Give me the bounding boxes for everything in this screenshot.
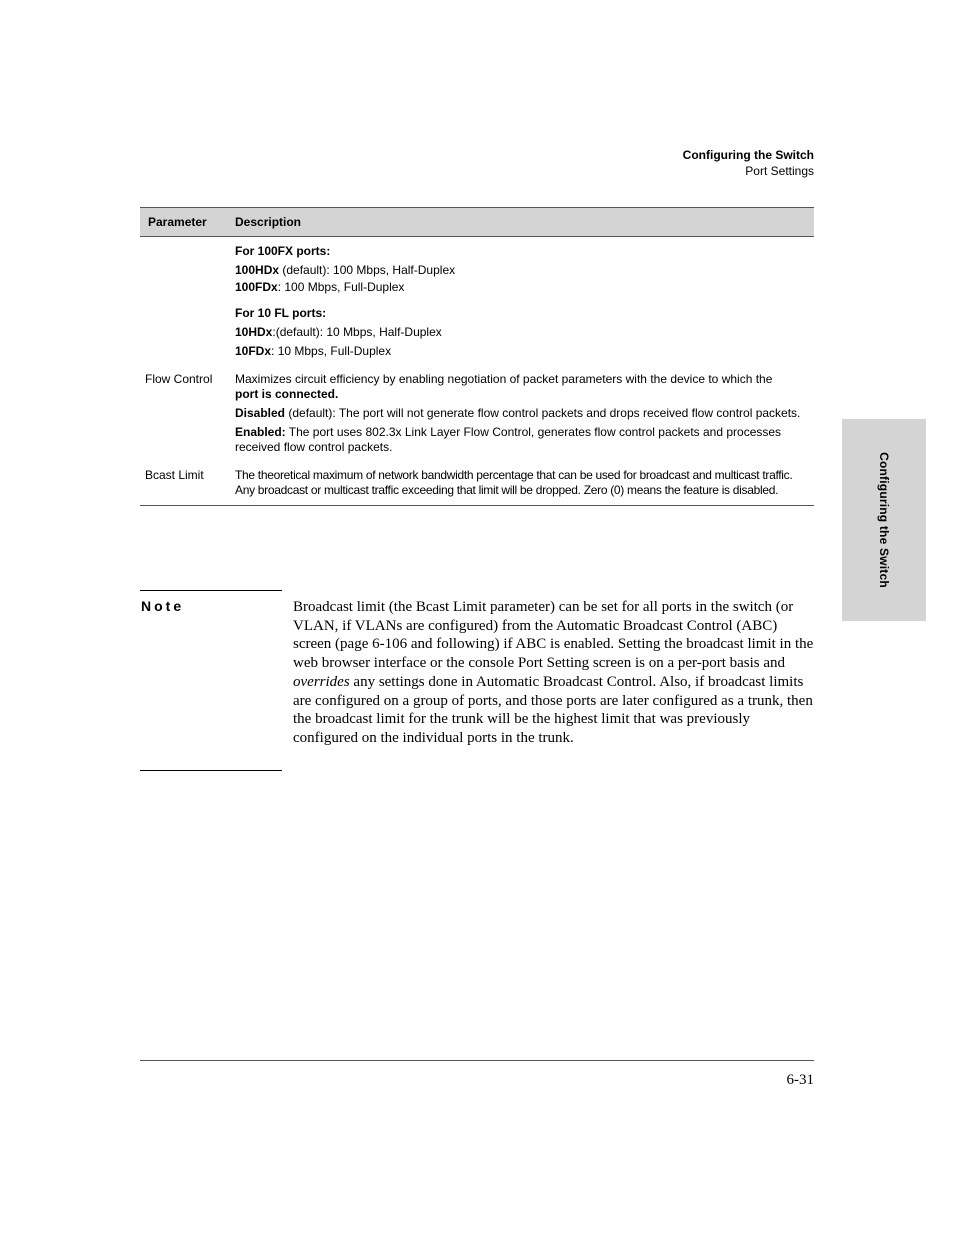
table-row-100fx [140, 237, 814, 296]
fl-option-half: 10HDx:(default): 10 Mbps, Half-Duplex [235, 325, 442, 339]
fx-heading: For 100FX ports: [235, 244, 331, 258]
page-number: 6-31 [786, 1072, 814, 1088]
footer-rule [140, 1060, 814, 1061]
fx-option-half: 100HDx (default): 100 Mbps, Half-Duplex [235, 263, 456, 277]
param-cell-empty [140, 243, 235, 296]
note-text: Broadcast limit (the Bcast Limit parameter) can be set for all ports in the switch (or VLAN, if VLANs are configured) from the Automatic Broadcast Control (ABC) screen (page 6-106 and following) if ABC is enabled. Setting the broadcast limit in the web browser interface or the console Port Setting screen is on a per-port basis and overrides any settings done in Automatic Broadcast Control. Also, if broadcast limits are configured on a group of ports, and those ports are later configured as a trunk, then the broadcast limit for the trunk will be the highest limit that was previously configured on the individual ports in the trunk. [293, 599, 814, 746]
chapter-side-tab [842, 419, 926, 621]
note-rule-top [140, 590, 282, 591]
parameter-table [140, 207, 814, 506]
fl-option-full: 10FDx: 10 Mbps, Full-Duplex [235, 344, 392, 358]
header-chapter-title: Configuring the Switch [682, 148, 814, 162]
header-description: Description [235, 215, 302, 229]
note-label: Note [141, 598, 185, 614]
table-row-flow-control [140, 360, 814, 455]
description-cell [235, 468, 814, 498]
table-bottom-rule [140, 505, 814, 506]
table-row-bcast-limit [140, 455, 814, 505]
param-flow-control: Flow Control [145, 372, 213, 386]
param-cell-empty [140, 305, 235, 360]
header-parameter: Parameter [148, 215, 207, 229]
side-tab-label: Configuring the Switch [877, 452, 891, 588]
fx-option-full: 100FDx: 100 Mbps, Full-Duplex [235, 280, 405, 294]
description-cell [235, 305, 814, 360]
table-header-row [140, 207, 814, 237]
flow-desc: Maximizes circuit efficiency by enabling negotiation of packet parameters with the device to which the port is connected. [235, 372, 773, 401]
flow-enabled: Enabled: The port uses 802.3x Link Layer Flow Control, generates flow control packets and processes received flow control packets. [235, 425, 782, 454]
fl-heading: For 10 FL ports: [235, 306, 327, 320]
bcast-desc: The theoretical maximum of network bandwidth percentage that can be used for broadcast and multicast traffic. Any broadcast or multicast traffic exceeding that limit will be dropped. Zero (0) means the feature is disabled. [235, 468, 793, 497]
flow-disabled: Disabled (default): The port will not generate flow control packets and drops received flow control packets. [235, 406, 801, 420]
note-rule-bottom [140, 770, 282, 771]
description-cell [235, 243, 814, 296]
running-header [683, 147, 814, 179]
description-cell [235, 372, 814, 455]
param-bcast-limit: Bcast Limit [145, 468, 204, 482]
header-section-title: Port Settings [745, 164, 814, 178]
table-row-10fl [140, 296, 814, 360]
